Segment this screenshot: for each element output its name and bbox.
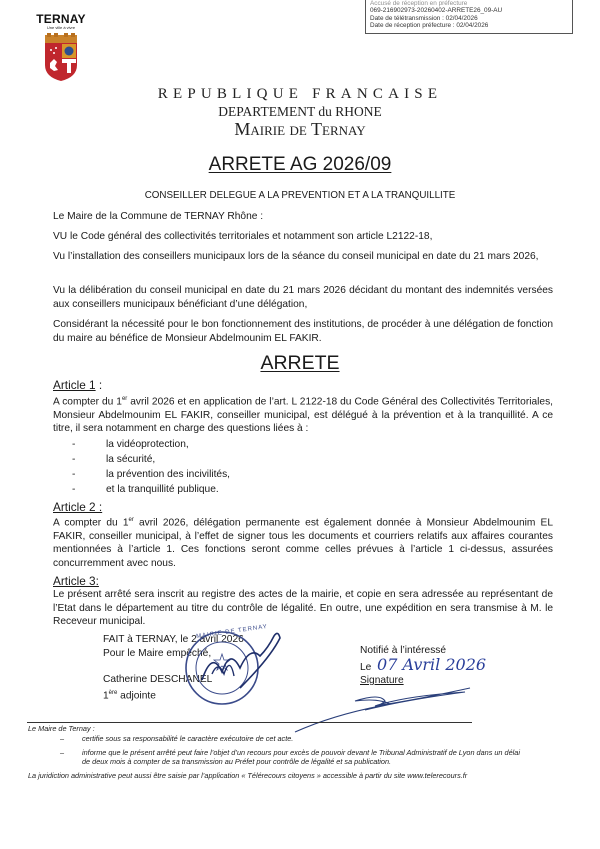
article-1-text-start: A compter du 1	[53, 396, 122, 408]
notification-date-prefix: Le	[360, 661, 372, 673]
article-1-text	[53, 393, 553, 436]
list-item: - la vidéoprotection,	[72, 439, 189, 450]
mairie-header: Mairie de Ternay	[234, 119, 366, 139]
role-number: 1	[103, 689, 109, 701]
document-subject: CONSEILLER DELEGUE A LA PREVENTION ET A LA TRANQUILLITE	[144, 190, 456, 201]
article-2-heading	[53, 500, 102, 514]
seal-text: MAIRIE DE TERNAY	[195, 624, 269, 640]
handwritten-signature-icon	[290, 684, 490, 736]
signatory-name: Catherine DESCHANEL	[103, 674, 213, 685]
handwritten-date: 07 Avril 2026	[377, 654, 487, 674]
article-2-text-body: avril 2026, délégation permanente est également donnée à Monsieur Abdelmounim EL FAKIR, conseiller municipal, à l’effet de signer tous les documents et courriers relatifs aux affaires courantes mentionnées à l’article 1. Ces fonctions seront comme celles prévues à l’article 1 ci-dessus, assurées concurremment avec nous.	[53, 517, 553, 569]
prefecture-reception-stamp	[365, 0, 573, 34]
article-1-colon: :	[95, 378, 103, 392]
mairie-seal-icon	[182, 628, 297, 708]
list-item: - la prévention des incivilités,	[72, 469, 231, 480]
footer-item-certify: certifie sous sa responsabilité le caractère exécutoire de cet acte.	[82, 734, 294, 743]
department-header: DEPARTEMENT du RHONE	[218, 104, 382, 119]
article-2-text-start: A compter du 1	[53, 517, 129, 529]
list-item-text: la sécurité,	[106, 454, 156, 465]
footer-item-dash: –	[60, 748, 65, 757]
document-title-text: ARRETE AG 2026/09	[208, 154, 392, 175]
list-item: - et la tranquillité publique.	[72, 484, 219, 495]
article-1-text-body: avril 2026 et en application de l’art. L 2122-18 du Code Général des Collectivités Territoriales, Monsieur Abdelmounim EL FAKIR, conseiller municipal, est délégué à la prévention et à la tranquillité. A ce titre, il sera notamment en charge des questions liées à :	[53, 396, 553, 435]
document-title	[0, 154, 600, 176]
for-mayor: Pour le Maire empêché,	[103, 647, 212, 659]
footer-item-recourse: informe que le présent arrêté peut faire l’objet d’un recours pour excès de pouvoir devant le Tribunal Administratif de Lyon dans un délai de deux mois à compter de sa transmission au Préfet pour contrôle de légalité et sa publication.	[82, 748, 520, 767]
preamble-installation: Vu l’installation des conseillers municipaux lors de la séance du conseil municipal en date du 21 mars 2026,	[53, 251, 539, 262]
footer-intro: Le Maire de Ternay :	[28, 724, 95, 733]
ternay-logo	[32, 12, 90, 86]
role-text: adjointe	[117, 689, 156, 701]
article-3-text: Le présent arrêté sera inscrit au registre des actes de la mairie, et copie en sera adressée au représentant de l’Etat dans le département au titre du contrôle de légalité. En outre, une expédition en sera transmise à M. le Receveur municipal.	[53, 589, 553, 627]
article-1-heading	[53, 378, 102, 392]
list-item-text: et la tranquillité publique.	[106, 484, 219, 495]
list-item: - la sécurité,	[72, 454, 156, 465]
republic-header: REPUBLIQUE FRANCAISE	[157, 86, 443, 102]
preamble-deliberation: Vu la délibération du conseil municipal en date du 21 mars 2026 décidant du montant des indemnités versées aux conseillers municipaux bénéficiant d’une délégation,	[53, 285, 553, 310]
decision-heading-text: ARRETE	[260, 352, 340, 374]
list-item-text: la vidéoprotection,	[106, 439, 189, 450]
done-at: FAIT à TERNAY, le 2 avril 2026	[103, 634, 244, 645]
article-2-title: Article 2 :	[53, 500, 103, 514]
article-3-title: Article 3:	[53, 574, 99, 588]
article-2-sup: er	[128, 517, 134, 523]
stamp-line-1: Accusé de réception en préfecture	[370, 0, 468, 7]
logo-title: TERNAY	[36, 12, 86, 26]
article-1-bullet-list	[72, 437, 230, 497]
notification-date	[360, 654, 487, 675]
article-1-title: Article 1	[53, 378, 96, 392]
list-item-text: la prévention des incivilités,	[106, 469, 231, 480]
logo-subtitle: Une ville à vivre	[46, 25, 76, 30]
decision-heading	[0, 352, 600, 375]
stamp-transmission-date: Date de télétransmission : 02/04/2026	[370, 14, 478, 22]
footer-item-dash: –	[60, 734, 65, 743]
footer-divider	[27, 722, 472, 723]
signature-label: Signature	[360, 675, 404, 686]
article-1-sup: er	[121, 396, 128, 402]
notification-label: Notifié à l’intéressé	[360, 645, 447, 656]
article-2-text	[53, 514, 553, 570]
preamble-code: VU le Code général des collectivités territoriales et notamment son article L2122-18,	[53, 231, 433, 242]
preamble-considerant: Considérant la nécessité pour le bon fonctionnement des institutions, de procéder à une délégation de fonction du maire au bénéfice de Monsieur Abdelmounim EL FAKIR.	[53, 319, 553, 344]
stamp-reference: 069-216902973-20260402-ARRETE26_09-AU	[370, 7, 503, 15]
stamp-reception-date: Date de réception préfecture : 02/04/2026	[370, 22, 489, 30]
role-sup: ère	[108, 689, 118, 696]
notification-block	[360, 644, 486, 688]
article-3-heading	[53, 574, 99, 588]
footer-closing: La juridiction administrative peut aussi être saisie par l’application « Télérecours citoyens » accessible à partir du site www.telerecours.fr	[28, 771, 468, 780]
coat-of-arms-icon	[41, 33, 81, 81]
preamble-mayor: Le Maire de la Commune de TERNAY Rhône :	[53, 211, 264, 222]
